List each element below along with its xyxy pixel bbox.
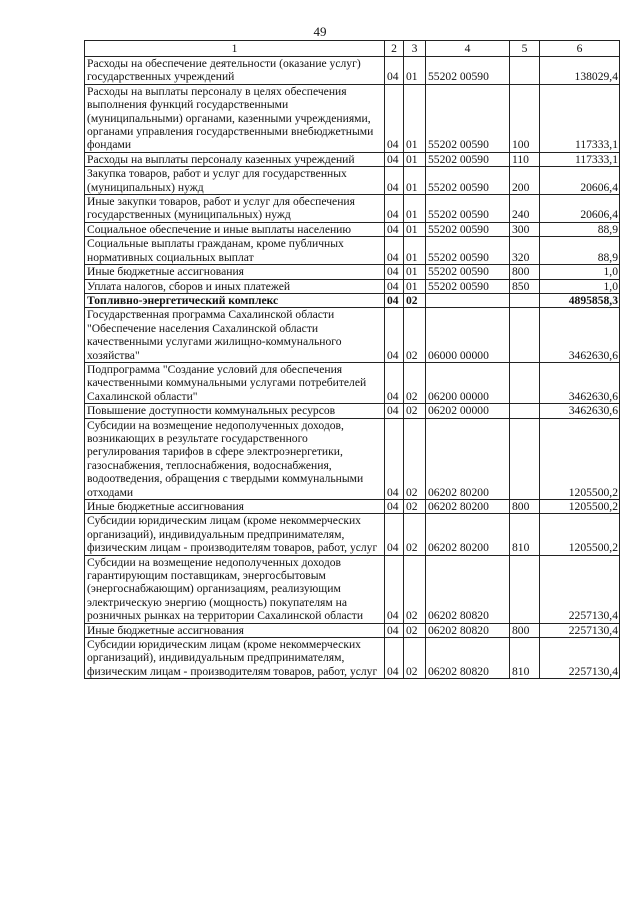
row-target-article: 06202 00000 — [426, 404, 510, 418]
table-row — [85, 555, 620, 623]
row-target-article: 06202 80820 — [426, 623, 510, 637]
row-name: Подпрограмма "Создание условий для обеспечения качественными коммунальными услугами потребителей Сахалинской области" — [85, 362, 385, 403]
row-target-article: 06200 00000 — [426, 362, 510, 403]
row-section: 04 — [385, 418, 404, 499]
row-name: Иные бюджетные ассигнования — [85, 265, 385, 279]
row-section: 04 — [385, 222, 404, 236]
row-subsection: 02 — [404, 404, 426, 418]
header-row — [85, 41, 620, 57]
row-expense-type: 320 — [510, 237, 540, 265]
row-target-article: 55202 00590 — [426, 152, 510, 166]
row-expense-type — [510, 362, 540, 403]
row-amount: 88,9 — [540, 237, 620, 265]
row-target-article: 06202 80200 — [426, 418, 510, 499]
row-expense-type: 800 — [510, 265, 540, 279]
row-subsection: 02 — [404, 418, 426, 499]
table-row — [85, 500, 620, 514]
row-expense-type: 810 — [510, 638, 540, 679]
row-target-article: 55202 00590 — [426, 265, 510, 279]
row-amount: 117333,1 — [540, 84, 620, 152]
table-row — [85, 362, 620, 403]
row-name: Закупка товаров, работ и услуг для государственных (муниципальных) нужд — [85, 167, 385, 195]
page-number: 49 — [313, 24, 327, 39]
row-amount: 1,0 — [540, 279, 620, 293]
row-name: Повышение доступности коммунальных ресурсов — [85, 404, 385, 418]
row-name: Иные закупки товаров, работ и услуг для обеспечения государственных (муниципальных) нужд — [85, 195, 385, 223]
col-header: 2 — [385, 41, 404, 57]
row-target-article: 55202 00590 — [426, 195, 510, 223]
row-target-article: 55202 00590 — [426, 167, 510, 195]
table-row — [85, 167, 620, 195]
row-name: Расходы на обеспечение деятельности (оказание услуг) государственных учреждений — [85, 57, 385, 85]
table-row — [85, 222, 620, 236]
col-header: 3 — [404, 41, 426, 57]
row-section: 04 — [385, 265, 404, 279]
table-row — [85, 418, 620, 499]
row-section: 04 — [385, 293, 404, 307]
row-section: 04 — [385, 237, 404, 265]
row-target-article: 55202 00590 — [426, 279, 510, 293]
row-expense-type — [510, 555, 540, 623]
table-row — [85, 84, 620, 152]
row-amount: 1,0 — [540, 265, 620, 279]
row-section: 04 — [385, 555, 404, 623]
row-target-article: 06202 80200 — [426, 514, 510, 555]
row-subsection: 01 — [404, 265, 426, 279]
row-amount: 20606,4 — [540, 195, 620, 223]
row-subsection: 02 — [404, 308, 426, 363]
row-target-article: 55202 00590 — [426, 57, 510, 85]
row-amount: 2257130,4 — [540, 638, 620, 679]
row-name: Расходы на выплаты персоналу в целях обеспечения выполнения функций государственными (муниципальными) органами, казенными учреждениями, органами управления государственными внебюджетными фондами — [85, 84, 385, 152]
row-section: 04 — [385, 638, 404, 679]
row-name: Социальные выплаты гражданам, кроме публичных нормативных социальных выплат — [85, 237, 385, 265]
row-section: 04 — [385, 84, 404, 152]
row-subsection: 01 — [404, 279, 426, 293]
table-row — [85, 308, 620, 363]
table-row — [85, 638, 620, 679]
row-amount: 2257130,4 — [540, 555, 620, 623]
row-name: Топливно-энергетический комплекс — [85, 293, 385, 307]
row-section: 04 — [385, 308, 404, 363]
row-target-article: 06202 80200 — [426, 500, 510, 514]
row-expense-type: 100 — [510, 84, 540, 152]
row-section: 04 — [385, 500, 404, 514]
row-target-article: 06202 80820 — [426, 638, 510, 679]
row-section: 04 — [385, 623, 404, 637]
row-name: Субсидии юридическим лицам (кроме некоммерческих организаций), индивидуальным предпринимателям, физическим лицам - производителям товаров, работ, услуг — [85, 514, 385, 555]
row-section: 04 — [385, 362, 404, 403]
row-section: 04 — [385, 404, 404, 418]
table-row — [85, 237, 620, 265]
row-expense-type: 850 — [510, 279, 540, 293]
col-header: 6 — [540, 41, 620, 57]
row-subsection: 01 — [404, 152, 426, 166]
col-header: 4 — [426, 41, 510, 57]
row-expense-type: 200 — [510, 167, 540, 195]
row-subsection: 02 — [404, 623, 426, 637]
row-subsection: 01 — [404, 167, 426, 195]
table-row — [85, 265, 620, 279]
row-section: 04 — [385, 167, 404, 195]
row-amount: 3462630,6 — [540, 308, 620, 363]
row-name: Субсидии юридическим лицам (кроме некоммерческих организаций), индивидуальным предпринимателям, физическим лицам - производителям товаров, работ, услуг — [85, 638, 385, 679]
row-name: Субсидии на возмещение недополученных доходов гарантирующим поставщикам, энергосбытовым (энергоснабжающим) организациям, реализующим электрическую энергию (мощность) покупателям на розничных рынках на территории Сахалинской области — [85, 555, 385, 623]
row-section: 04 — [385, 57, 404, 85]
row-expense-type — [510, 57, 540, 85]
row-target-article: 55202 00590 — [426, 84, 510, 152]
row-amount: 3462630,6 — [540, 404, 620, 418]
row-subsection: 02 — [404, 638, 426, 679]
row-subsection: 02 — [404, 514, 426, 555]
table-row — [85, 404, 620, 418]
row-amount: 117333,1 — [540, 152, 620, 166]
row-expense-type: 800 — [510, 623, 540, 637]
col-header: 1 — [85, 41, 385, 57]
row-name: Государственная программа Сахалинской области "Обеспечение населения Сахалинской области качественными услугами жилищно-коммунального хозяйства" — [85, 308, 385, 363]
row-expense-type — [510, 293, 540, 307]
table-row — [85, 293, 620, 307]
row-target-article: 55202 00590 — [426, 237, 510, 265]
row-expense-type: 240 — [510, 195, 540, 223]
row-target-article: 06000 00000 — [426, 308, 510, 363]
row-subsection: 01 — [404, 237, 426, 265]
table-row — [85, 195, 620, 223]
row-amount: 1205500,2 — [540, 514, 620, 555]
row-name: Уплата налогов, сборов и иных платежей — [85, 279, 385, 293]
row-subsection: 01 — [404, 222, 426, 236]
row-amount: 4895858,3 — [540, 293, 620, 307]
row-expense-type — [510, 418, 540, 499]
budget-table — [84, 40, 620, 679]
row-expense-type — [510, 404, 540, 418]
row-subsection: 02 — [404, 500, 426, 514]
col-header: 5 — [510, 41, 540, 57]
table-row — [85, 279, 620, 293]
row-subsection: 01 — [404, 195, 426, 223]
table-row — [85, 152, 620, 166]
row-target-article — [426, 293, 510, 307]
row-section: 04 — [385, 195, 404, 223]
row-subsection: 01 — [404, 84, 426, 152]
row-section: 04 — [385, 152, 404, 166]
table-row — [85, 623, 620, 637]
row-name: Расходы на выплаты персоналу казенных учреждений — [85, 152, 385, 166]
row-target-article: 55202 00590 — [426, 222, 510, 236]
row-expense-type: 800 — [510, 500, 540, 514]
row-expense-type — [510, 308, 540, 363]
table-row — [85, 57, 620, 85]
row-section: 04 — [385, 514, 404, 555]
row-subsection: 02 — [404, 555, 426, 623]
row-expense-type: 110 — [510, 152, 540, 166]
row-subsection: 02 — [404, 362, 426, 403]
row-amount: 3462630,6 — [540, 362, 620, 403]
row-name: Социальное обеспечение и иные выплаты населению — [85, 222, 385, 236]
row-expense-type: 300 — [510, 222, 540, 236]
row-amount: 88,9 — [540, 222, 620, 236]
row-expense-type: 810 — [510, 514, 540, 555]
row-name: Иные бюджетные ассигнования — [85, 500, 385, 514]
table-row — [85, 514, 620, 555]
row-subsection: 01 — [404, 57, 426, 85]
row-name: Иные бюджетные ассигнования — [85, 623, 385, 637]
row-amount: 1205500,2 — [540, 418, 620, 499]
row-amount: 138029,4 — [540, 57, 620, 85]
row-section: 04 — [385, 279, 404, 293]
row-amount: 2257130,4 — [540, 623, 620, 637]
row-subsection: 02 — [404, 293, 426, 307]
row-amount: 20606,4 — [540, 167, 620, 195]
row-name: Субсидии на возмещение недополученных доходов, возникающих в результате государственного регулирования тарифов в сфере электроэнергетики, газоснабжения, теплоснабжения, водоснабжения, водоотведения, обращения с твердыми коммунальными отходами — [85, 418, 385, 499]
row-amount: 1205500,2 — [540, 500, 620, 514]
row-target-article: 06202 80820 — [426, 555, 510, 623]
